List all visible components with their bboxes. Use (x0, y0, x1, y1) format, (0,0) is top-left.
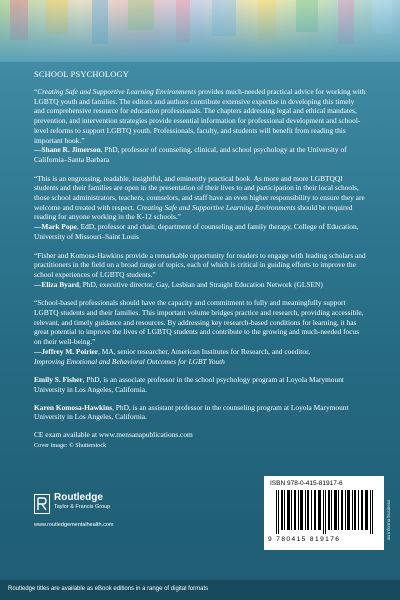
informa-side-label: an informa business (386, 499, 391, 540)
endorser-name: —Jeffrey M. Poirier (34, 346, 99, 356)
ce-exam-note: CE exam available at www.mensanapublications.com (34, 430, 193, 440)
endorsement-quote: “School-based professionals should have the capacity and commitment to fully and meaningfully support LGBTQ students and their families. This important volume bridges practice and research, providing accessible, relevant, and timely guidance and resources. By addressing key research-based conditions for learning, it has great potential to improve the lives of LGBTQ students and contribute to the growing and much-needed focus on their well-being.” —Jeffrey M. Poirier, MA, senior researcher, American Institutes for Research, and coeditor, Improving Emotional and Behavioral Outcomes for LGBT Youth (34, 298, 366, 366)
endorsement-attribution: —Eliza Byard, PhD, executive director, Gay, Lesbian and Straight Education Network (GLSEN) (34, 279, 323, 289)
editor-name: Emily S. Fisher (34, 375, 83, 385)
ebook-availability-note: Routledge titles are available as eBook editions in a range of digital formats (0, 580, 400, 600)
endorsement-quote: “Fisher and Komosa-Hawkins provide a remarkable opportunity for readers to engage with leading scholars and practitioners in the field on a broad range of topics, each of which is critical in guiding efforts to improve the school experiences of LGBTQ students.” —Eliza Byard, PhD, executive director, Gay, Lesbian and Straight Education Network (GLSEN) (34, 250, 366, 289)
endorsement-attribution: —Shane R. Jimerson, PhD, professor of counseling, clinical, and school psychology at the University of California–Santa Barbara (34, 145, 347, 164)
endorsement-attribution: —Jeffrey M. Poirier, MA, senior researcher, American Institutes for Research, and coeditor, Improving Emotional and Behavioral Outcomes for LGBT Youth (34, 346, 311, 366)
book-title: Creating Safe and Supportive Learning Environments (136, 202, 296, 212)
book-title: Creating Safe and Supportive Learning Environments (37, 87, 197, 96)
editor-name: Karen Komosa-Hawkins (34, 402, 113, 412)
section-label: SCHOOL PSYCHOLOGY (34, 70, 129, 79)
publisher-name: Routledge (54, 492, 103, 503)
routledge-logo-icon (34, 494, 50, 514)
publisher-group: Taylor & Francis Group (54, 504, 111, 510)
endorser-name: —Eliza Byard (34, 279, 79, 289)
editor-bio: Karen Komosa-Hawkins, PhD, is an assistant professor in the counseling program at Loyola Marymount University in Los Angeles, California. (34, 402, 349, 422)
editor-bio: Emily S. Fisher, PhD, is an associate professor in the school psychology program at Loyola Marymount University in Los Angeles, California. (34, 375, 344, 394)
endorsement-quote: “This is an engrossing, readable, insightful, and eminently practical book. As more and more LGBTQQI students and their families are open in the presentation of their lives to and participation in their local schools, those school administrators, teachers, counselors, and staff have an even higher responsibility to ensure they are welcome and treated with respect. Creating Safe and Supportive Learning Environments should be required reading for anyone working in the K-12 schools.” —Mark Pope, EdD, professor and chair, department of counseling and family therapy, College of Education, University of Missouri–Saint Louis (34, 173, 365, 241)
endorsement-quote: “Creating Safe and Supportive Learning Environments provides much-needed practical advice for working with LGBTQ youth and families. The editors and authors contribute extensive expertise in developing this timely and comprehensive resource for education professionals. The chapters addressing legal and ethical mandates, prevention, and intervention strategies provide essential information for professional development and school-level reforms to support LGBTQ youth. Professionals, faculty, and students will benefit from reading this important book.” —Shane R. Jimerson, PhD, professor of counseling, clinical, and school psychology at the University of California–Santa Barbara (34, 87, 366, 164)
endorser-name: —Shane R. Jimerson (34, 145, 101, 155)
endorsement-attribution: —Mark Pope, EdD, professor and chair, department of counseling and family therapy, College of Education, University of Missouri–Saint Louis (34, 222, 359, 241)
cover-image-credit: Cover image: © Shutterstock (34, 441, 107, 449)
isbn-digits: 9 780415 819176 (268, 536, 341, 543)
cover-artwork (0, 0, 400, 62)
back-cover-footer (0, 470, 400, 600)
back-cover-text (0, 62, 400, 534)
publisher-block (34, 492, 184, 532)
isbn-barcode (264, 476, 384, 550)
coedited-book-title: Improving Emotional and Behavioral Outcomes for LGBT Youth (34, 356, 225, 366)
isbn-label: ISBN 978-0-415-81917-6 (270, 480, 343, 487)
endorser-name: —Mark Pope (34, 222, 77, 232)
publisher-url: www.routledgementalhealth.com (34, 522, 114, 528)
barcode-icon (276, 490, 376, 534)
